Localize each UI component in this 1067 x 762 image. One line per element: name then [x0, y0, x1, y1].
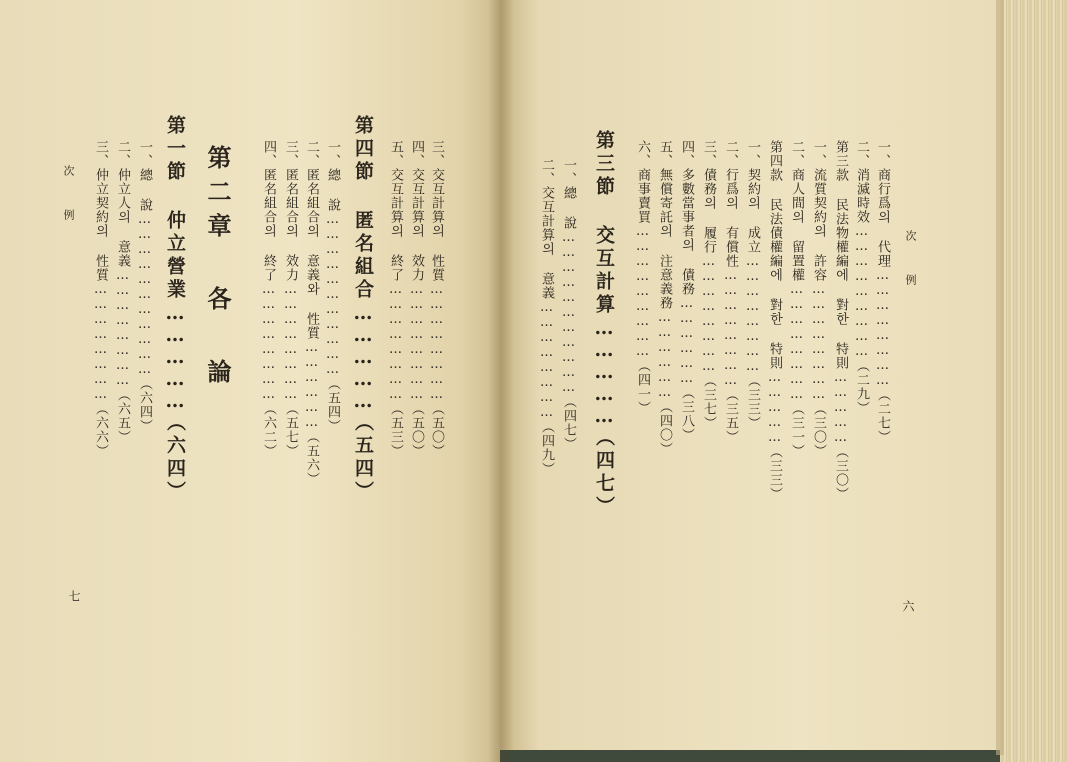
toc-entry: 四、匿名組合의 終了……………………（六二） — [261, 140, 276, 458]
toc-entry: 一、流質契約의 許容……………………（三〇） — [811, 140, 826, 458]
section-heading: 第四節 匿名組合……………（五四） — [352, 115, 374, 504]
toc-entry: 三、匿名組合의 效力……………………（五七） — [283, 140, 298, 458]
toc-entry: 五、無償寄託의 注意義務………………（四〇） — [657, 140, 672, 456]
toc-entry: 六、商事賣買………………………（四一） — [635, 140, 650, 415]
left-page-number: 七 — [67, 590, 81, 602]
toc-entry: 五、交互計算의 終了……………………（五三） — [388, 140, 403, 458]
toc-entry: 一、總 說……………………………（五四） — [325, 140, 340, 433]
toc-entry: 一、總 說……………………………（六四） — [137, 140, 152, 433]
chapter-heading: 第二章 各 論 — [203, 145, 232, 393]
book-gutter — [488, 0, 514, 762]
toc-entry: 二、交互計算의 意義……………………（四九） — [539, 158, 554, 476]
section-heading: 第一節 仲立營業……………（六四） — [164, 115, 186, 504]
left-page-header: 次 例 — [62, 165, 75, 230]
toc-entry: 二、匿名組合의 意義와 性質………………（五六） — [304, 140, 319, 486]
toc-entry: 一、總 說……………………………（四七） — [561, 158, 576, 451]
toc-entry: 二、行爲의 有償性……………………（三五） — [723, 140, 738, 444]
toc-entry: 四、多數當事者의 債務………………（三八） — [679, 140, 694, 442]
page-edges — [1000, 0, 1067, 762]
toc-entry: 三、仲立契約의 性質……………………（六六） — [93, 140, 108, 458]
toc-entry: 二、仲立人의 意義……………………（六五） — [115, 140, 130, 444]
toc-entry: 一、商行爲의 代理……………………（二七） — [875, 140, 890, 444]
left-page — [0, 0, 500, 762]
section-heading: 第三節 交互計算……………（四七） — [593, 130, 615, 519]
toc-entry: 二、商人間의 留置權……………………（三一） — [789, 140, 804, 458]
toc-entry: 第四款 民法債權編에 對한 特則……………（三三） — [767, 140, 782, 501]
edge-shadow — [996, 0, 1004, 755]
toc-entry: 二、消滅時效………………………（二九） — [854, 140, 869, 415]
toc-entry: 四、交互計算의 效力……………………（五〇） — [409, 140, 424, 458]
right-page-header: 次 例 — [904, 230, 917, 295]
toc-entry: 一、契約의 成立……………………（三三） — [745, 140, 760, 430]
right-page-number: 六 — [901, 600, 915, 612]
toc-entry: 三、交互計算의 性質……………………（五〇） — [429, 140, 444, 458]
toc-entry: 第三款 民法物權編에 對한 特則……………（三〇） — [833, 140, 848, 501]
toc-entry: 三、債務의 履行……………………（三七） — [701, 140, 716, 430]
